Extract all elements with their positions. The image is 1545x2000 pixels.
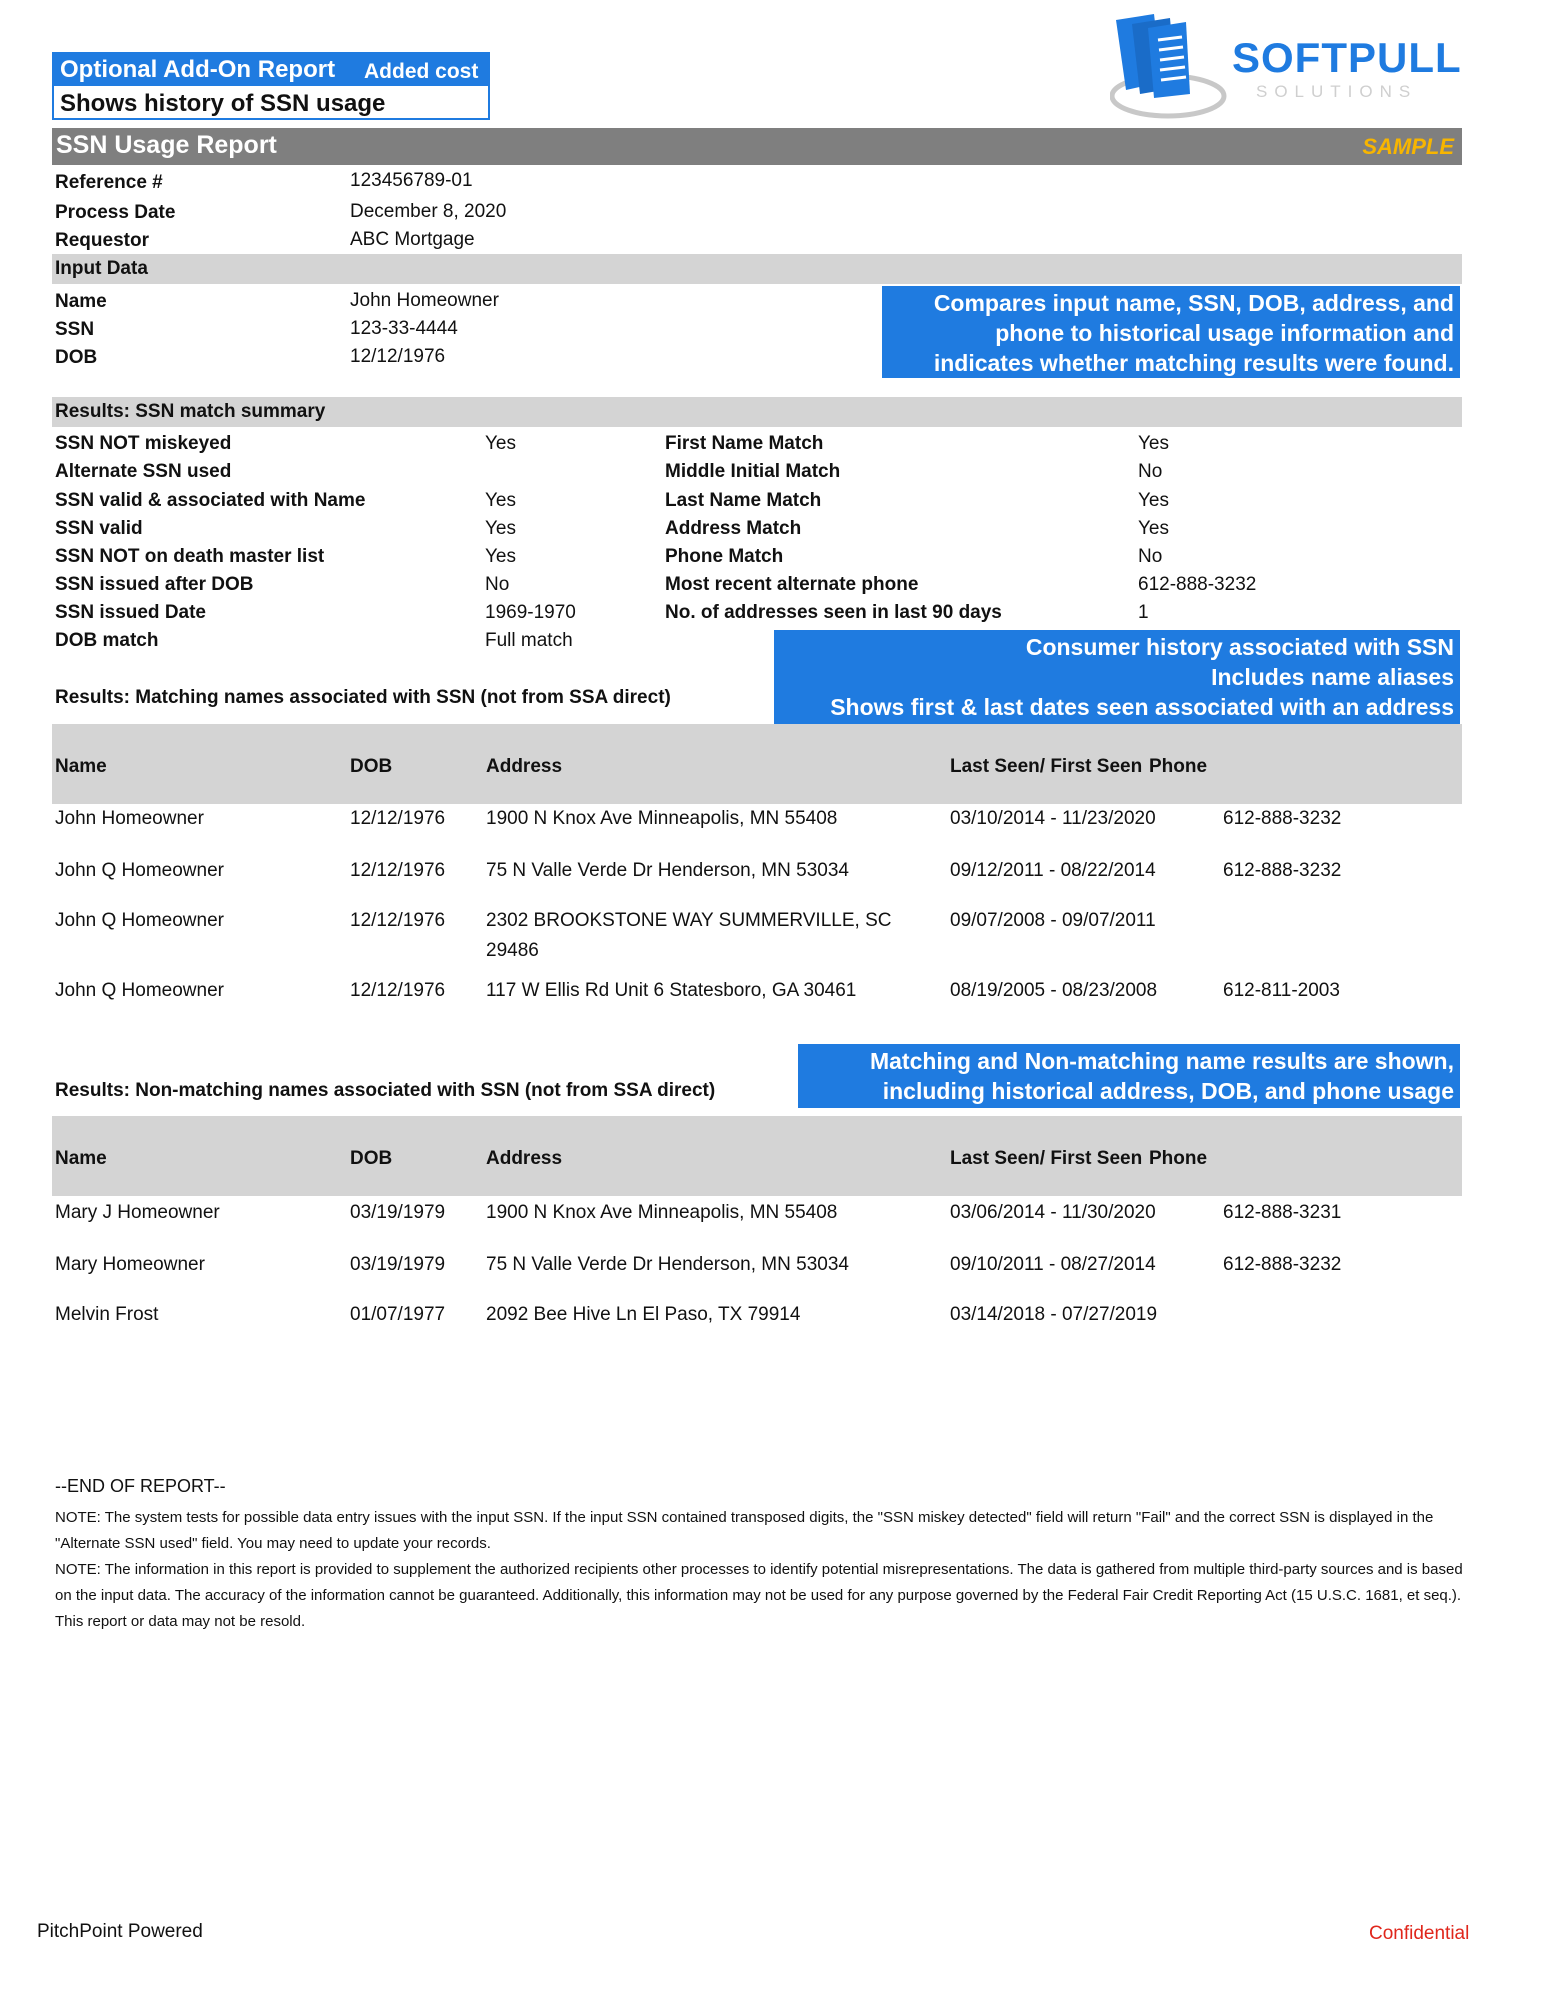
meta-label: Requestor [55, 230, 149, 251]
cell-seen: 03/06/2014 - 11/30/2020 [950, 1202, 1156, 1223]
matching-table-header [52, 724, 1462, 804]
column-header: Phone [1149, 756, 1208, 777]
summary-label: SSN valid [55, 518, 143, 539]
summary-label: Address Match [665, 518, 802, 539]
history-callout [774, 630, 1460, 724]
summary-label: SSN issued Date [55, 602, 206, 623]
cell-dob: 12/12/1976 [350, 980, 446, 1001]
cell-address: 75 N Valle Verde Dr Henderson, MN 53034 [486, 1254, 849, 1275]
summary-value: 1 [1138, 602, 1149, 623]
cell-seen: 03/10/2014 - 11/23/2020 [950, 808, 1156, 829]
input-label: SSN [55, 319, 95, 340]
addon-cost: Added cost [364, 60, 479, 83]
summary-label: No. of addresses seen in last 90 days [665, 602, 1002, 623]
softpull-logo [1110, 12, 1470, 120]
meta-label: Reference # [55, 172, 163, 193]
input-data-heading: Input Data [55, 258, 148, 279]
column-header: Phone [1149, 1148, 1208, 1169]
cell-phone: 612-888-3231 [1223, 1202, 1342, 1223]
callout-line: phone to historical usage information and [995, 320, 1454, 346]
column-header: Address [486, 1148, 563, 1169]
addon-title: Optional Add-On Report [60, 56, 336, 83]
cell-name: Melvin Frost [55, 1304, 159, 1325]
summary-value: Yes [485, 433, 516, 454]
column-header: Last Seen/ First Seen [950, 756, 1143, 777]
summary-heading: Results: SSN match summary [55, 401, 326, 422]
summary-label: Alternate SSN used [55, 461, 232, 482]
summary-label: First Name Match [665, 433, 824, 454]
summary-value: Yes [1138, 518, 1169, 539]
summary-label: Last Name Match [665, 490, 822, 511]
input-label: Name [55, 291, 107, 312]
summary-value: 1969-1970 [485, 602, 576, 623]
cell-dob: 12/12/1976 [350, 860, 446, 881]
column-header: DOB [350, 1148, 393, 1169]
addon-header [54, 54, 488, 86]
pitchpoint-powered: PitchPoint Powered [37, 1921, 203, 1942]
input-value: 12/12/1976 [350, 346, 446, 367]
addon-box [52, 52, 490, 120]
callout-line: Shows first & last dates seen associated with an address [830, 694, 1454, 720]
nonmatching-table-header [52, 1116, 1462, 1196]
callout-line: Compares input name, SSN, DOB, address, and [933, 290, 1454, 316]
column-header: Last Seen/ First Seen [950, 1148, 1143, 1169]
cell-seen: 09/10/2011 - 08/27/2014 [950, 1254, 1156, 1275]
cell-seen: 09/07/2008 - 09/07/2011 [950, 910, 1156, 931]
callout-line: Matching and Non-matching name results are shown, [869, 1048, 1454, 1074]
summary-value: Yes [1138, 490, 1169, 511]
input-label: DOB [55, 347, 98, 368]
summary-label: Middle Initial Match [665, 461, 841, 482]
summary-value: Yes [485, 546, 516, 567]
cell-phone: 612-811-2003 [1223, 980, 1340, 1001]
cell-dob: 01/07/1977 [350, 1304, 446, 1325]
summary-value: Full match [485, 630, 573, 651]
note-disclaimer: NOTE: The information in this report is provided to supplement the authorized recipients other processes to identify potential misrepresentations. The data is gathered from multiple third-party sources and is based on the input data. The accuracy of the information cannot be guaranteed. Additionally, this information may not be used for any purpose governed by the Federal Fair Credit Reporting Act (15 U.S.C. 1681, et seq.). This report or data may not be resold. [55, 1561, 1463, 1630]
cell-phone: 612-888-3232 [1223, 1254, 1342, 1275]
input-data-bar [52, 254, 1462, 284]
column-header: DOB [350, 756, 393, 777]
summary-value: Yes [485, 518, 516, 539]
cell-name: John Homeowner [55, 808, 204, 829]
summary-value: No [485, 574, 510, 595]
addon-subtitle: Shows history of SSN usage [60, 90, 386, 117]
cell-phone: 612-888-3232 [1223, 808, 1342, 829]
callout-line: Consumer history associated with SSN [1025, 634, 1454, 660]
compare-callout [882, 286, 1460, 378]
cell-address: 75 N Valle Verde Dr Henderson, MN 53034 [486, 860, 849, 881]
note-miskey: NOTE: The system tests for possible data entry issues with the input SSN. If the input SSN contained transposed digits, the "SSN miskey detected" field will return "Fail" and the correct SSN is displayed in the "Alternate SSN used" field. You may need to update your records. [55, 1509, 1434, 1552]
summary-value: No [1138, 546, 1163, 567]
input-value: 123-33-4444 [350, 318, 458, 339]
cell-dob: 12/12/1976 [350, 910, 446, 931]
column-header: Name [55, 756, 107, 777]
logo-tagline: SOLUTIONS [1256, 82, 1418, 101]
callout-line: including historical address, DOB, and phone usage [882, 1078, 1454, 1104]
confidential-label: Confidential [1369, 1923, 1470, 1944]
cell-name: Mary Homeowner [55, 1254, 205, 1275]
report-title: SSN Usage Report [56, 131, 277, 159]
cell-address: 117 W Ellis Rd Unit 6 Statesboro, GA 30461 [486, 980, 857, 1001]
cell-seen: 03/14/2018 - 07/27/2019 [950, 1304, 1158, 1325]
summary-value: No [1138, 461, 1163, 482]
summary-label: Most recent alternate phone [665, 574, 919, 595]
summary-label: SSN valid & associated with Name [55, 490, 366, 511]
summary-label: SSN NOT on death master list [55, 546, 325, 567]
input-value: John Homeowner [350, 290, 499, 311]
cell-address: 2302 BROOKSTONE WAY SUMMERVILLE, SC 29486 [486, 910, 892, 961]
cell-address: 1900 N Knox Ave Minneapolis, MN 55408 [486, 1202, 838, 1223]
column-header: Name [55, 1148, 107, 1169]
meta-value: December 8, 2020 [350, 201, 507, 222]
meta-value: 123456789-01 [350, 170, 473, 191]
document-stack-icon [1110, 12, 1230, 120]
cell-name: Mary J Homeowner [55, 1202, 220, 1223]
cell-dob: 03/19/1979 [350, 1202, 446, 1223]
meta-value: ABC Mortgage [350, 229, 475, 250]
cell-seen: 08/19/2005 - 08/23/2008 [950, 980, 1158, 1001]
summary-value: Yes [485, 490, 516, 511]
matching-heading: Results: Matching names associated with SSN (not from SSA direct) [55, 687, 671, 708]
callout-line: indicates whether matching results were found. [933, 350, 1454, 376]
summary-label: SSN issued after DOB [55, 574, 254, 595]
end-of-report: --END OF REPORT-- [55, 1476, 226, 1496]
summary-label: Phone Match [665, 546, 784, 567]
sample-stamp: SAMPLE [1362, 134, 1454, 159]
report-title-bar [52, 128, 1462, 165]
cell-name: John Q Homeowner [55, 860, 224, 881]
cell-phone: 612-888-3232 [1223, 860, 1342, 881]
cell-seen: 09/12/2011 - 08/22/2014 [950, 860, 1156, 881]
matching-callout [798, 1044, 1460, 1108]
cell-dob: 12/12/1976 [350, 808, 446, 829]
summary-label: SSN NOT miskeyed [55, 433, 232, 454]
cell-address: 1900 N Knox Ave Minneapolis, MN 55408 [486, 808, 838, 829]
logo-name: SOFTPULL [1232, 34, 1462, 81]
cell-dob: 03/19/1979 [350, 1254, 446, 1275]
cell-address: 2092 Bee Hive Ln El Paso, TX 79914 [486, 1304, 801, 1325]
cell-name: John Q Homeowner [55, 980, 224, 1001]
summary-bar [52, 397, 1462, 427]
cell-name: John Q Homeowner [55, 910, 224, 931]
summary-value: Yes [1138, 433, 1169, 454]
column-header: Address [486, 756, 563, 777]
nonmatching-heading: Results: Non-matching names associated with SSN (not from SSA direct) [55, 1080, 716, 1101]
meta-label: Process Date [55, 202, 176, 223]
summary-label: DOB match [55, 630, 159, 651]
summary-value: 612-888-3232 [1138, 574, 1257, 595]
callout-line: Includes name aliases [1211, 664, 1454, 690]
